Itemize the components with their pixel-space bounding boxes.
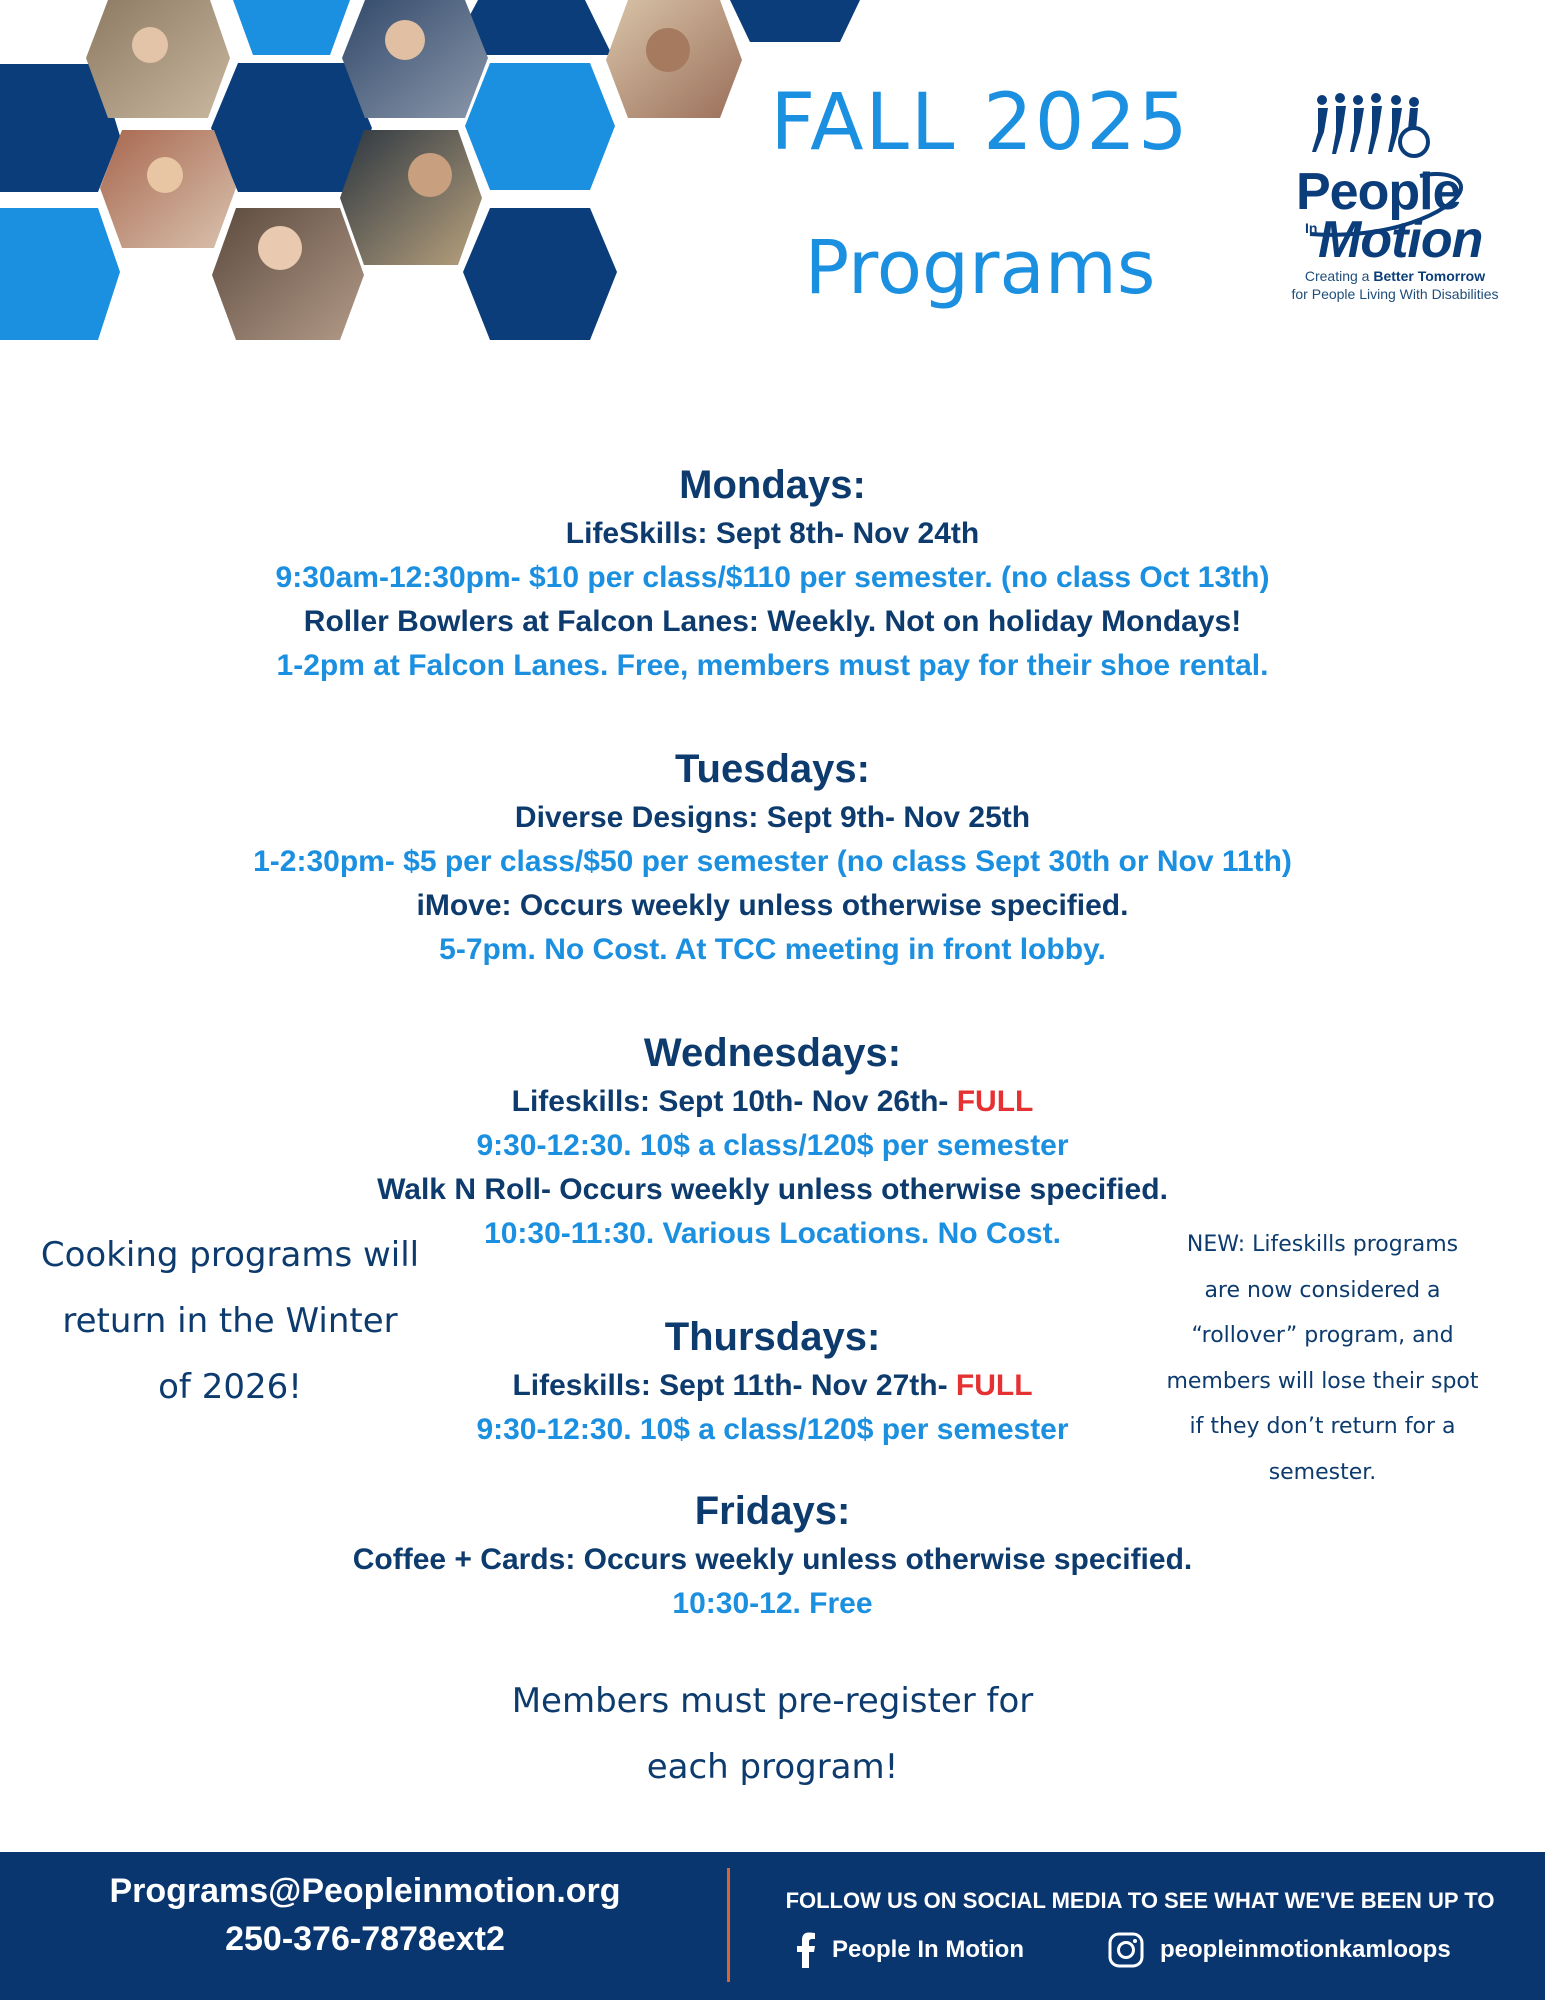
program-detail: 9:30am-12:30pm- $10 per class/$110 per semester. (no class Oct 13th) — [275, 561, 1270, 594]
facebook-icon — [796, 1932, 816, 1968]
people-in-motion-logo — [1270, 92, 1520, 312]
program-detail: 1-2:30pm- $5 per class/$50 per semester (no class Sept 30th or Nov 11th) — [253, 845, 1292, 878]
contact-footer — [0, 1852, 1545, 2000]
contact-email-link[interactable]: Programs@Peopleinmotion.org — [109, 1872, 621, 1910]
note-line: Cooking programs will — [40, 1235, 420, 1275]
hex-dark — [463, 208, 617, 340]
logo-word-in: In — [1305, 220, 1318, 236]
note-line: Members must pre-register for — [511, 1681, 1034, 1721]
program-detail: 10:30-11:30. Various Locations. No Cost. — [484, 1217, 1061, 1250]
note-line: are now considered a — [1204, 1277, 1441, 1303]
friday-section — [200, 1484, 1345, 1626]
logo-word-people: People — [1296, 163, 1461, 221]
program-coffee-cards: Coffee + Cards: Occurs weekly unless otherwise specified. — [352, 1543, 1193, 1576]
full-badge: FULL — [956, 1085, 1034, 1118]
note-line: semester. — [1268, 1459, 1377, 1485]
photo-face — [646, 28, 690, 72]
photo-face — [258, 226, 302, 270]
instagram-label: peopleinmotionkamloops — [1160, 1936, 1451, 1963]
program-lifeskills-thursday: Lifeskills: Sept 11th- Nov 27th- FULL — [512, 1369, 1033, 1402]
note-line: return in the Winter — [62, 1301, 398, 1341]
program-imove: iMove: Occurs weekly unless otherwise specified. — [416, 889, 1129, 922]
day-heading-thursday: Thursdays: — [664, 1315, 881, 1359]
program-detail: 1-2pm at Falcon Lanes. Free, members must pay for their shoe rental. — [276, 649, 1269, 682]
day-heading-friday: Fridays: — [694, 1489, 851, 1533]
photo-face — [385, 20, 425, 60]
cooking-note — [30, 1222, 430, 1420]
program-detail: 5-7pm. No Cost. At TCC meeting in front lobby. — [439, 933, 1106, 966]
note-line: if they don’t return for a — [1189, 1414, 1456, 1439]
title-season: FALL 2025 — [770, 78, 1190, 168]
instagram-link[interactable] — [1108, 1930, 1451, 1970]
hex-light — [465, 63, 615, 190]
pre-register-note — [450, 1668, 1095, 1800]
logo-word-motion: Motion — [1318, 211, 1483, 269]
note-line: of 2026! — [158, 1367, 302, 1407]
note-line: members will lose their spot — [1166, 1368, 1479, 1394]
logo-tagline-line2: for People Living With Disabilities — [1291, 286, 1499, 302]
facebook-label: People In Motion — [832, 1936, 1024, 1963]
full-badge: FULL — [955, 1369, 1033, 1402]
program-detail: 10:30-12. Free — [672, 1587, 873, 1620]
photo-hex — [340, 130, 482, 265]
section-gap — [200, 972, 1345, 1026]
program-walk-n-roll: Walk N Roll- Occurs weekly unless otherwise specified. — [377, 1173, 1168, 1206]
day-heading-tuesday: Tuesdays: — [675, 747, 870, 791]
rollover-note — [1150, 1222, 1495, 1495]
program-diverse-designs: Diverse Designs: Sept 9th- Nov 25th — [514, 801, 1031, 834]
note-line: each program! — [646, 1747, 899, 1787]
hex-dark — [462, 0, 612, 55]
instagram-icon — [1108, 1932, 1144, 1968]
tuesday-section — [200, 742, 1345, 972]
program-detail: 9:30-12:30. 10$ a class/120$ per semester — [476, 1129, 1069, 1162]
day-heading-monday: Mondays: — [679, 463, 866, 507]
photo-face — [147, 157, 183, 193]
facebook-link[interactable] — [796, 1930, 1024, 1970]
footer-divider — [727, 1868, 730, 1982]
hex-dark — [730, 0, 860, 42]
title-programs: Programs — [804, 225, 1156, 311]
hex-light — [0, 208, 120, 340]
program-roller-bowlers: Roller Bowlers at Falcon Lanes: Weekly. Not on holiday Mondays! — [303, 605, 1242, 638]
photo-face — [132, 27, 168, 63]
hex-dark — [211, 63, 372, 192]
day-heading-wednesday: Wednesdays: — [643, 1031, 902, 1075]
logo-tagline-line1: Creating a Better Tomorrow — [1304, 268, 1486, 284]
note-line: NEW: Lifeskills programs — [1186, 1232, 1459, 1257]
social-follow-heading: FOLLOW US ON SOCIAL MEDIA TO SEE WHAT WE'VE BEEN UP TO — [785, 1888, 1495, 1913]
photo-face — [408, 153, 452, 197]
running-figures-icon — [1310, 92, 1430, 162]
contact-phone[interactable]: 250-376-7878ext2 — [225, 1920, 505, 1958]
program-lifeskills-monday: LifeSkills: Sept 8th- Nov 24th — [565, 517, 980, 550]
hex-light — [233, 0, 350, 55]
section-gap — [200, 688, 1345, 742]
program-detail: 9:30-12:30. 10$ a class/120$ per semester — [476, 1413, 1069, 1446]
photo-hex — [342, 0, 488, 118]
program-lifeskills-wednesday: Lifeskills: Sept 10th- Nov 26th- FULL — [511, 1085, 1034, 1118]
note-line: “rollover” program, and — [1191, 1323, 1454, 1348]
monday-section — [200, 458, 1345, 688]
